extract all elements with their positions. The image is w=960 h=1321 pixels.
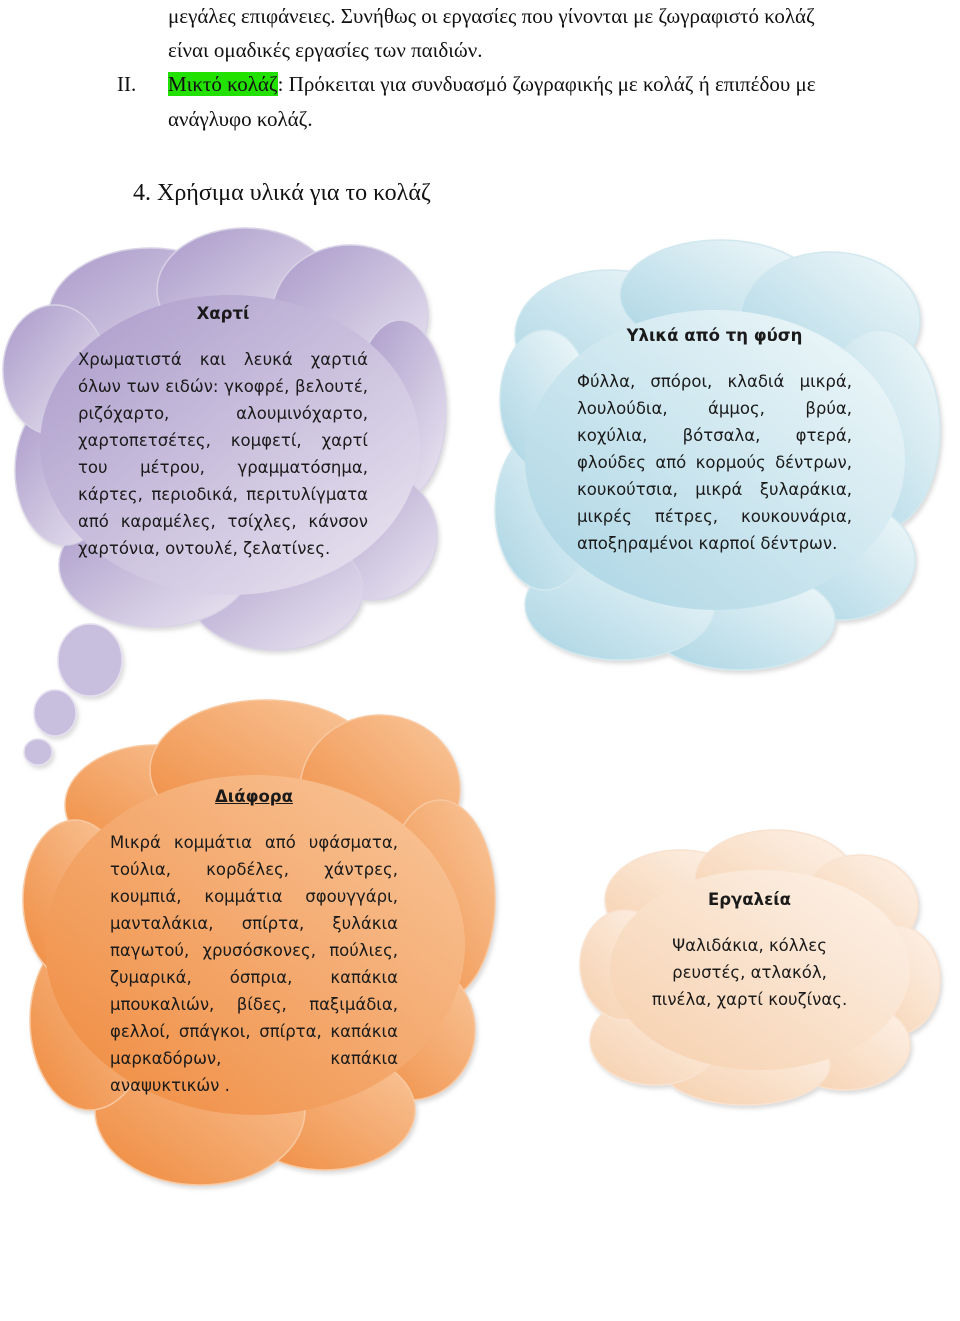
cloud-nature-title: Υλικά από τη φύση: [626, 326, 803, 345]
cloud-tools-title: Εργαλεία: [707, 890, 792, 909]
list-numeral: II.: [117, 72, 137, 96]
cloud-misc-content: [110, 783, 398, 1099]
intro-line-1: μεγάλες επιφάνειες. Συνήθως οι εργασίες που γίνονται με ζωγραφιστό κολάζ: [168, 4, 815, 28]
cloud-tools-body: Ψαλιδάκια, κόλλες ρευστές, ατλακόλ, πινέλα, χαρτί κουζίνας.: [651, 936, 848, 1009]
list-item-line-2: ανάγλυφο κολάζ.: [168, 107, 313, 131]
cloud-misc-title: Διάφορα: [215, 787, 293, 806]
cloud-tools-content: [642, 886, 857, 1013]
cloud-nature-body: Φύλλα, σπόροι, κλαδιά μικρά, λουλούδια, άμμος, βρύα, κοχύλια, βότσαλα, φτερά, φλούδες από κορμούς δέντρων, κουκούτσια, μικρά ξυλαράκια, μικρές πέτρες, κουκουνάρια, αποξηραμένοι καρποί δέντρων.: [577, 372, 852, 553]
cloud-paper-content: [78, 300, 368, 562]
cloud-nature-content: [577, 322, 852, 557]
highlighted-term: Μικτό κολάζ: [168, 72, 278, 96]
cloud-paper-body: Χρωματιστά και λευκά χαρτιά όλων των ειδών: γκοφρέ, βελουτέ, ριζόχαρτο, αλουμινόχαρτο, χαρτοπετσέτες, κομφετί, χαρτί του μέτρου, γραμματόσημα, κάρτες, περιοδικά, περιτυλίγματα από καραμέλες, τσίχλες, κάνσον χαρτόνια, οντουλέ, ζελατίνες.: [78, 350, 368, 558]
cloud-paper-tail: [24, 624, 122, 765]
section-title: 4. Χρήσιμα υλικά για το κολάζ: [133, 180, 431, 206]
cloud-misc-body: Μικρά κομμάτια από υφάσματα, τούλια, κορδέλες, χάντρες, κουμπιά, κομμάτια σφουγγάρι, μανταλάκια, σπίρτα, ξυλάκια παγωτού, χρυσόσκονες, πούλιες, ζυμαρικά, όσπρια, καπάκια μπουκαλιών, βίδες, παξιμάδια, φελλοί, σπάγκοι, σπίρτα, καπάκια μαρκαδόρων, καπάκια αναψυκτικών .: [110, 833, 398, 1095]
cloud-paper-title: Χαρτί: [196, 304, 250, 323]
intro-line-2: είναι ομαδικές εργασίες των παιδιών.: [168, 38, 483, 62]
list-item-text: : Πρόκειται για συνδυασμό ζωγραφικής με κολάζ ή επιπέδου με: [277, 72, 816, 96]
